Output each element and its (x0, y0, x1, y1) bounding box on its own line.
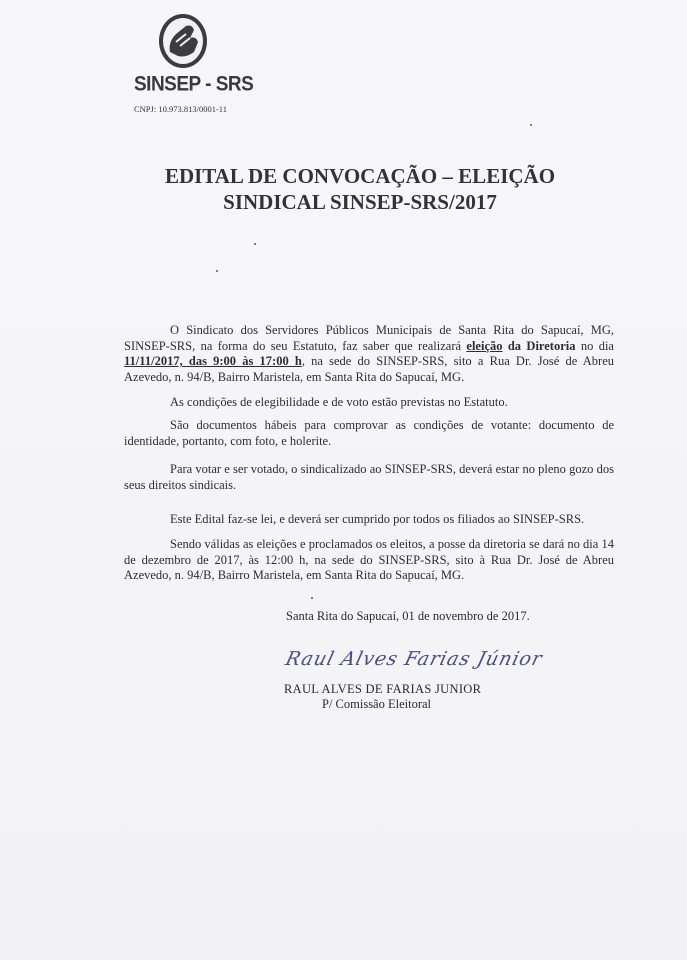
dateline: Santa Rita do Sapucaí, 01 de novembro de 2017. (286, 609, 530, 623)
p1-datetime: 11/11/2017, das 9:00 às 17:00 h (124, 354, 302, 368)
paragraph-inauguration (124, 537, 614, 584)
document-title-line1: EDITAL DE CONVOCAÇÃO – ELEIÇÃO (164, 164, 556, 188)
document-title-line2: SINDICAL SINSEP-SRS/2017 (223, 190, 497, 214)
p1-election: eleição (466, 338, 503, 353)
paper-speck (311, 597, 313, 599)
paragraph-documents (124, 418, 614, 449)
p1-text-a: O Sindicato dos Servidores Públicos Municipais de Santa Rita do Sapucaí, MG, SINSEP-SRS, na forma do seu Estatuto, faz saber que realizará (124, 323, 614, 353)
org-name: SINSEP - SRS (134, 72, 254, 96)
p5-text: Este Edital faz-se lei, e deverá ser cumprido por todos os filiados ao SINSEP-SRS. (170, 512, 585, 526)
handwritten-signature: Raul Alves Farias Júnior (283, 648, 545, 670)
paper-speck (216, 270, 218, 272)
p1-board: da Diretoria (502, 338, 576, 353)
paragraph-voting-rights (124, 462, 614, 493)
sinsep-logo (140, 12, 240, 70)
paper-speck (254, 243, 256, 245)
paragraph-convocation (124, 323, 614, 385)
p3-text: São documentos hábeis para comprovar as condições de votante: documento de identidade, portanto, com foto, e holerite. (124, 418, 614, 448)
p6-text: Sendo válidas as eleições e proclamados os eleitos, a posse da diretoria se dará no dia 14 de dezembro de 2017, às 12:00 h, na sede do SINSEP-SRS, sito à Rua Dr. José de Abreu Azevedo, n. 94/B, Bairro Maristela, em Santa Rita do Sapucaí, MG. (124, 537, 614, 582)
signatory-name: RAUL ALVES DE FARIAS JUNIOR (284, 682, 482, 696)
paragraph-eligibility (124, 395, 614, 411)
paper-speck (530, 124, 532, 126)
p4-text: Para votar e ser votado, o sindicalizado ao SINSEP-SRS, deverá estar no pleno gozo dos seus direitos sindicais. (124, 462, 614, 492)
paragraph-law (124, 512, 614, 528)
handshake-emblem-icon (156, 12, 210, 70)
p1-text-b: no dia (575, 338, 614, 353)
p1-text-c: , na sede do SINSEP-SRS, sito a Rua Dr. José de Abreu Azevedo, n. 94/B, Bairro Maristela, em Santa Rita do Sapucaí, MG. (124, 354, 614, 384)
p2-text: As condições de elegibilidade e de voto estão previstas no Estatuto. (170, 395, 508, 409)
signatory-role: P/ Comissão Eleitoral (322, 697, 432, 711)
org-cnpj: CNPJ: 10.973.813/0001-11 (134, 104, 227, 114)
